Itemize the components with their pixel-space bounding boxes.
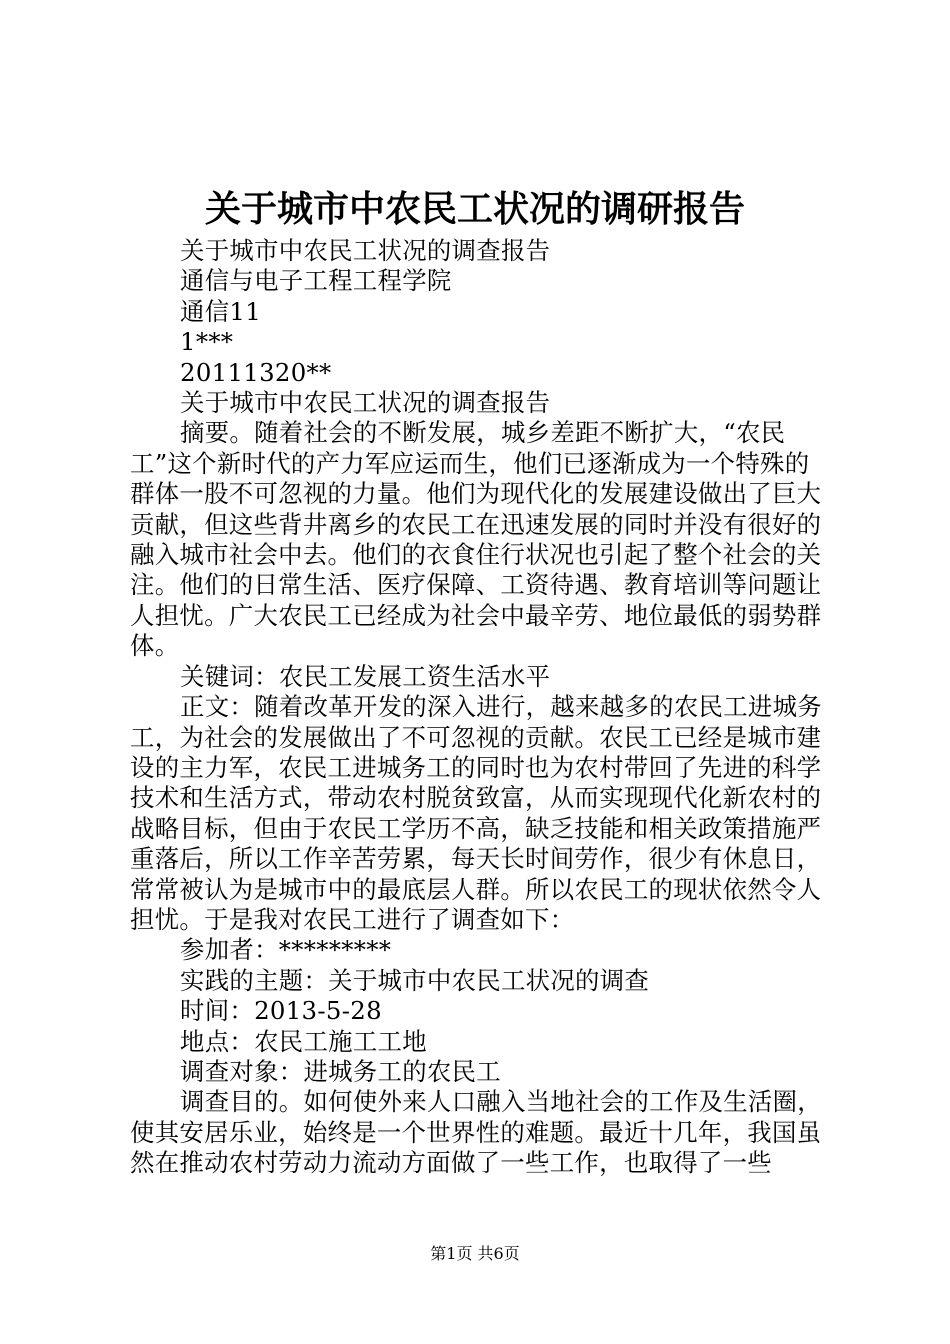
- keywords-line: 关键词：农民工发展工资生活水平: [180, 661, 551, 691]
- purpose-paragraph: 调查目的。如何使外来人口融入当地社会的工作及生活圈，使其安居乐业，始终是一个世界性的难题。最近十几年，我国虽然在推动农村劳动力流动方面做了一些工作，也取得了一些: [130, 1087, 822, 1178]
- detail-theme: 实践的主题：关于城市中农民工状况的调查: [180, 965, 650, 995]
- detail-location: 地点：农民工施工工地: [180, 1026, 427, 1056]
- document-body: [130, 236, 826, 1179]
- body-paragraph: 正文：随着改革开发的深入进行，越来越多的农民工进城务工，为社会的发展做出了不可忽视的贡献。农民工已经是城市建设的主力军，农民工进城务工的同时也为农村带回了先进的科学技术和生活方式，带动农村脱贫致富，从而实现现代化新农村的战略目标，但由于农民工学历不高，缺乏技能和相关政策措施严重落后，所以工作辛苦劳累，每天长时间劳作，很少有休息日，常常被认为是城市中的最底层人群。所以农民工的现状依然令人担忧。于是我对农民工进行了调查如下：: [130, 692, 822, 934]
- header-line-school: 通信与电子工程工程学院: [180, 266, 452, 296]
- abstract-paragraph: 摘要。随着社会的不断发展，城乡差距不断扩大，“农民工”这个新时代的产力军应运而生，他们已逐渐成为一个特殊的群体一股不可忽视的力量。他们为现代化的发展建设做出了巨大贡献，但这些背井离乡的农民工在迅速发展的同时并没有很好的融入城市社会中去。他们的衣食住行状况也引起了整个社会的关注。他们的日常生活、医疗保障、工资待遇、教育培训等问题让人担忧。广大农民工已经成为社会中最辛劳、地位最低的弱势群体。: [130, 418, 822, 661]
- document-title: 关于城市中农民工状况的调研报告: [204, 188, 745, 230]
- page-number-footer: 第1页 共6页: [430, 1244, 520, 1263]
- header-line-report-title-repeat: 关于城市中农民工状况的调查报告: [180, 388, 551, 418]
- detail-participants: 参加者：*********: [180, 935, 392, 965]
- header-line-report-title: 关于城市中农民工状况的调查报告: [180, 236, 551, 265]
- header-line-student-id: 20111320**: [180, 357, 332, 387]
- detail-time: 时间：2013-5-28: [180, 996, 382, 1026]
- header-line-name: 1***: [180, 327, 234, 357]
- header-line-class: 通信11: [180, 296, 262, 326]
- detail-subjects: 调查对象：进城务工的农民工: [180, 1056, 501, 1086]
